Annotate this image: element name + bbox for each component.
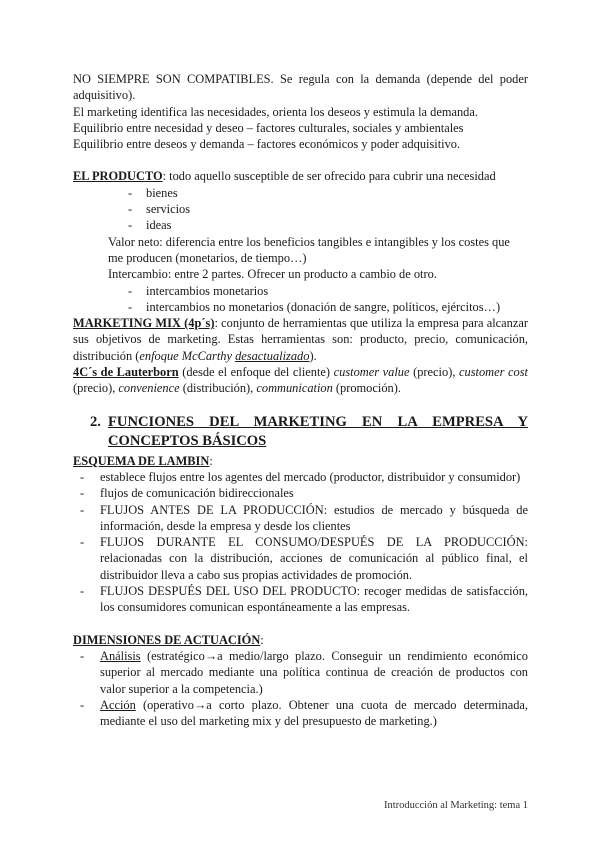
list-item-text: intercambios monetarios xyxy=(146,283,269,298)
dash-bullet: - xyxy=(128,218,133,233)
list-item xyxy=(73,217,528,233)
lauterborn-paragraph xyxy=(73,364,528,397)
producto-items-list xyxy=(73,185,528,234)
valor-neto: Valor neto: diferencia entre los beneficios tangibles e intangibles y los costes que me producen (monetarios, de tiempo…) xyxy=(108,234,510,265)
marketing-mix-text: : conjunto de herramientas que utiliza la empresa para alcanzar sus objetivos de marketing. Estas herramientas son: producto, precio, comunicación, distribución ( xyxy=(73,316,528,363)
lauterborn-c1: customer value xyxy=(333,365,410,380)
intro-line-4: Equilibrio entre deseos y demanda – factores económicos y poder adquisitivo. xyxy=(73,137,461,152)
marketing-mix-desactualizado: desactualizado xyxy=(235,348,310,363)
analisis-label: Análisis xyxy=(100,648,141,663)
lambin-heading xyxy=(73,453,528,469)
marketing-mix-paragraph xyxy=(73,315,528,364)
marketing-mix-title: MARKETING MIX (4p´s) xyxy=(73,316,215,331)
dash-bullet: - xyxy=(80,486,85,501)
list-item-text: flujos de comunicación bidireccionales xyxy=(100,486,294,501)
list-item-text: FLUJOS DURANTE EL CONSUMO/DESPUÉS DE LA PRODUCCIÓN: relacionadas con la distribución, acciones de comunicación al público final, el distribuidor lleva a cabo sus propias actividades de promoción. xyxy=(100,535,528,582)
list-item xyxy=(73,697,528,730)
section-title: FUNCIONES DEL MARKETING EN LA EMPRESA Y CONCEPTOS BÁSICOS xyxy=(108,413,528,449)
dash-bullet: - xyxy=(80,502,85,517)
dimensiones-list xyxy=(73,648,528,729)
producto-desc: : todo aquello susceptible de ser ofrecido para cubrir una necesidad xyxy=(162,169,496,184)
list-item-text: FLUJOS ANTES DE LA PRODUCCIÓN: estudios de mercado y búsqueda de información, desde la empresa y desde los clientes xyxy=(100,502,528,533)
dash-bullet: - xyxy=(128,283,133,298)
intro-line-3: Equilibrio entre necesidad y deseo – factores culturales, sociales y ambientales xyxy=(73,120,464,135)
list-item xyxy=(73,185,528,201)
list-item xyxy=(73,299,528,315)
list-item xyxy=(73,201,528,217)
section-2-heading xyxy=(73,413,528,451)
lambin-title: ESQUEMA DE LAMBIN xyxy=(73,453,210,468)
lauterborn-text: (precio), xyxy=(73,381,119,396)
producto-definition xyxy=(73,168,528,184)
list-item-text: ideas xyxy=(146,218,172,233)
list-item xyxy=(73,502,528,535)
document-page xyxy=(73,71,528,729)
list-item xyxy=(73,283,528,299)
page-footer: Introducción al Marketing: tema 1 xyxy=(383,800,528,811)
lambin-list xyxy=(73,469,528,616)
lauterborn-text: (promoción). xyxy=(332,381,401,396)
dash-bullet: - xyxy=(80,469,85,484)
list-item xyxy=(73,583,528,616)
dash-bullet: - xyxy=(128,299,133,314)
accion-label: Acción xyxy=(100,697,136,712)
lauterborn-c3: convenience xyxy=(118,381,180,396)
list-item-text: intercambios no monetarios (donación de sangre, políticos, ejércitos…) xyxy=(146,299,501,314)
dash-bullet: - xyxy=(80,584,85,599)
analisis-text: (estratégico→a medio/largo plazo. Conseguir un rendimiento económico superior al mercado mediante una política continua de creación de productos con valor superior a la competencia.) xyxy=(100,648,528,696)
lauterborn-text: (desde el enfoque del cliente) xyxy=(178,365,334,380)
list-item xyxy=(73,469,528,485)
list-item-text: servicios xyxy=(146,202,191,217)
dash-bullet: - xyxy=(128,202,133,217)
intro-line-2: El marketing identifica las necesidades, orienta los deseos y estimula la demanda. xyxy=(73,104,478,119)
list-item xyxy=(73,648,528,697)
marketing-mix-close: ). xyxy=(309,348,317,363)
intercambio-items-list xyxy=(73,283,528,316)
lambin-colon: : xyxy=(209,453,213,468)
dash-bullet: - xyxy=(80,648,85,663)
lauterborn-title: 4C´s de Lauterborn xyxy=(73,365,179,380)
lauterborn-c2: customer cost xyxy=(459,365,528,380)
dimensiones-title: DIMENSIONES DE ACTUACIÓN xyxy=(73,632,261,647)
intercambio: Intercambio: entre 2 partes. Ofrecer un producto a cambio de otro. xyxy=(108,267,437,282)
dash-bullet: - xyxy=(80,697,85,712)
list-item xyxy=(73,485,528,501)
list-item xyxy=(73,534,528,583)
lauterborn-text: (distribución), xyxy=(179,381,257,396)
accion-text: (operativo→a corto plazo. Obtener una cuota de mercado determinada, mediante el uso del marketing mix y del presupuesto de marketing.) xyxy=(100,697,528,729)
intro-line-1: NO SIEMPRE SON COMPATIBLES. Se regula con la demanda (depende del poder adquisitivo). xyxy=(73,72,528,103)
list-item-text: establece flujos entre los agentes del mercado (productor, distribuidor y consumidor) xyxy=(100,469,521,484)
producto-title: EL PRODUCTO xyxy=(73,169,163,184)
dimensiones-colon: : xyxy=(260,632,264,647)
dash-bullet: - xyxy=(128,185,133,200)
lauterborn-text: (precio), xyxy=(409,365,460,380)
dash-bullet: - xyxy=(80,535,85,550)
list-item-text: FLUJOS DESPUÉS DEL USO DEL PRODUCTO: recoger medidas de satisfacción, los consumidores comunican espontáneamente a las empresas. xyxy=(100,584,528,615)
lauterborn-c4: communication xyxy=(256,381,333,396)
section-number: 2. xyxy=(90,413,101,430)
dimensiones-heading xyxy=(73,632,528,648)
list-item-text: bienes xyxy=(146,185,178,200)
marketing-mix-enfoque: enfoque McCarthy xyxy=(139,348,232,363)
